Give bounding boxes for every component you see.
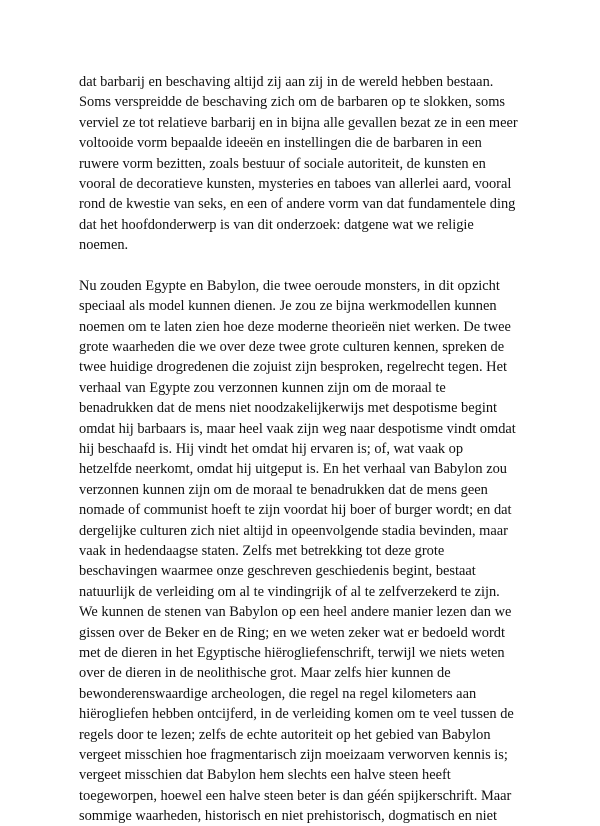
text-line: vergeet misschien dat Babylon hem slechts een halve steen heeft: [79, 767, 451, 784]
text-line: benadrukken dat de mens niet noodzakelijkerwijs met despotisme begint: [79, 400, 498, 417]
text-line: dat barbarij en beschaving altijd zij aan zij in de wereld hebben bestaan.: [79, 74, 494, 90]
text-line: beschavingen waarmee onze geschreven geschiedenis begint, bestaat: [79, 563, 476, 580]
text-line: dergelijke culturen zich niet altijd in opeenvolgende stadia bevinden, maar: [79, 522, 508, 539]
text-line: gissen over de Beker en de Ring; en we weten zeker wat er bedoeld wordt: [79, 624, 505, 641]
text-line: Soms verspreidde de beschaving zich om de barbaren op te slokken, soms: [79, 94, 506, 111]
text-line: natuurlijk de verleiding om al te vindingrijk of al te zelfverzekerd te zijn.: [79, 583, 500, 600]
text-line: bewonderenswaardige archeologen, die regel na regel kilometers aan: [79, 685, 477, 702]
text-line: speciaal als model kunnen dienen. Je zou ze bijna werkmodellen kunnen: [79, 298, 497, 315]
text-line: twee huidige drogredenen die zojuist zijn besproken, regelrecht tegen. Het: [79, 359, 507, 376]
text-line: vooral de decoratieve kunsten, mysteries en taboes van allerlei aard, vooral: [79, 175, 512, 192]
text-line: hij beschaafd is. Hij vindt het omdat hij ervaren is; of, wat vaak op: [79, 441, 464, 458]
text-line: verviel ze tot relatieve barbarij en in bijna alle gevallen bezat ze in een meer: [79, 114, 518, 131]
text-line: hiërogliefen hebben ontcijferd, in de verleiding komen om te veel tussen de: [79, 706, 514, 723]
body-text: [79, 72, 541, 826]
text-line: grote waarheden die we over deze twee grote culturen kennen, spreken de: [79, 339, 505, 356]
text-line: regels door te lezen; zelfs de echte autoriteit op het gebied van Babylon: [79, 726, 491, 743]
text-line: noemen om te laten zien hoe deze moderne theorieën niet werken. De twee: [79, 318, 511, 335]
text-line: noemen.: [79, 237, 129, 254]
text-line: voltooide vorm bepaalde ideeën en instellingen die de barbaren in een: [79, 135, 482, 152]
text-line: toegeworpen, hoewel een halve steen beter is dan géén spijkerschrift. Maar: [79, 787, 512, 804]
text-line: nomade of communist hoeft te zijn voordat hij boer of burger wordt; en dat: [79, 502, 512, 519]
text-line: dat het hoofdonderwerp is van dit onderzoek: datgene wat we religie: [79, 216, 474, 233]
text-line: rond de kwestie van seks, en een of andere vorm van dat fundamentele ding: [79, 196, 516, 213]
text-line: verhaal van Egypte zou verzonnen kunnen zijn om de moraal te: [79, 379, 446, 396]
paragraph-spacer: [79, 256, 541, 276]
text-line: met de dieren in het Egyptische hiërogliefenschrift, terwijl we niets weten: [79, 644, 505, 661]
text-line: We kunnen de stenen van Babylon op een heel andere manier lezen dan we: [79, 604, 512, 621]
paragraph-1: [79, 72, 541, 256]
text-line: vergeet misschien hoe fragmentarisch zijn moeizaam verworven kennis is;: [79, 746, 508, 763]
text-line: hetzelfde neerkomt, omdat hij uitgeput is. En het verhaal van Babylon zou: [79, 461, 507, 478]
text-line: verzonnen kunnen zijn om de moraal te benadrukken dat de mens geen: [79, 481, 488, 498]
text-line: ruwere vorm bezitten, zoals bestuur of sociale autoriteit, de kunsten en: [79, 155, 486, 172]
paragraph-2: [79, 276, 541, 826]
text-line: Nu zouden Egypte en Babylon, die twee oeroude monsters, in dit opzicht: [79, 277, 500, 294]
text-line: omdat hij barbaars is, maar heel vaak zijn weg naar despotisme vindt omdat: [79, 420, 516, 437]
text-line: vaak in hedendaagse staten. Zelfs met betrekking tot deze grote: [79, 542, 445, 559]
text-line: sommige waarheden, historisch en niet prehistorisch, dogmatisch en niet: [79, 808, 498, 825]
text-line: over de dieren in de neolithische grot. Maar zelfs hier kunnen de: [79, 665, 451, 682]
